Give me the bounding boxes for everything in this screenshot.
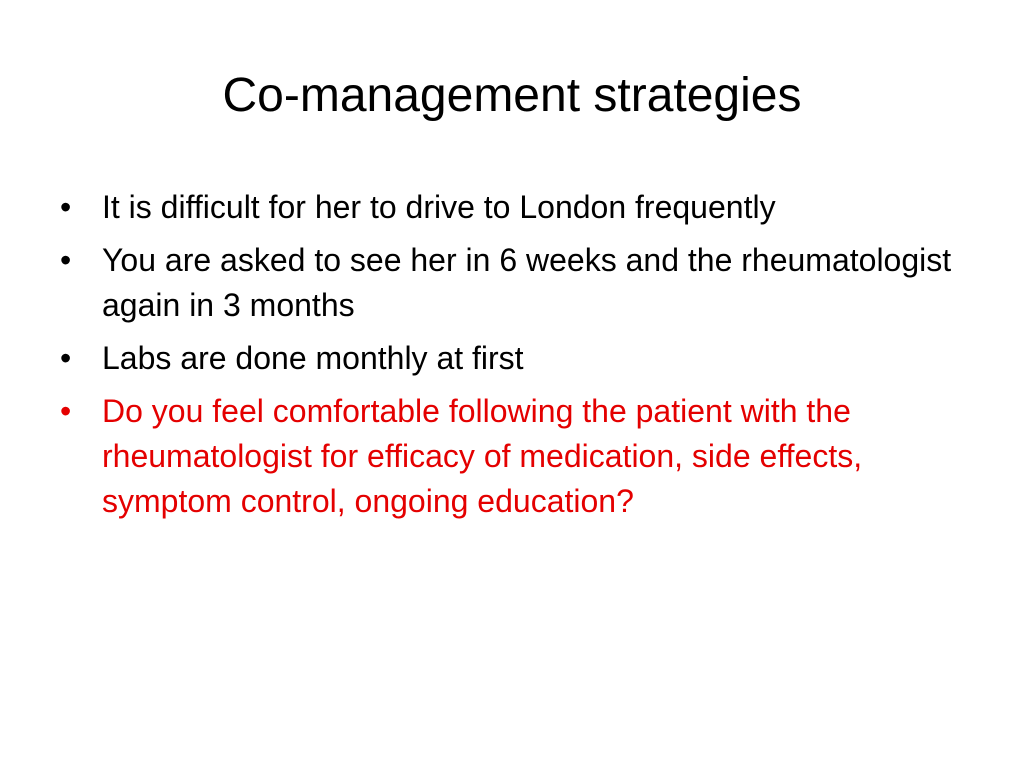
bullet-item — [60, 185, 960, 230]
slide-title: Co-management strategies — [222, 69, 802, 122]
bullet-list — [60, 185, 960, 532]
bullet-icon: • — [60, 242, 72, 278]
bullet-icon: • — [60, 340, 72, 376]
bullet-text: Labs are done monthly at first — [102, 340, 524, 376]
bullet-item — [60, 336, 960, 381]
bullet-icon: • — [60, 189, 72, 225]
bullet-item — [60, 238, 960, 328]
bullet-text: It is difficult for her to drive to London frequently — [102, 189, 776, 225]
bullet-item-highlighted — [60, 389, 960, 524]
bullet-text: Do you feel comfortable following the patient with the rheumatologist for efficacy of medication, side effects, symptom control, ongoing education? — [102, 393, 863, 519]
bullet-icon: • — [60, 393, 72, 429]
bullet-text: You are asked to see her in 6 weeks and the rheumatologist again in 3 months — [102, 242, 952, 323]
